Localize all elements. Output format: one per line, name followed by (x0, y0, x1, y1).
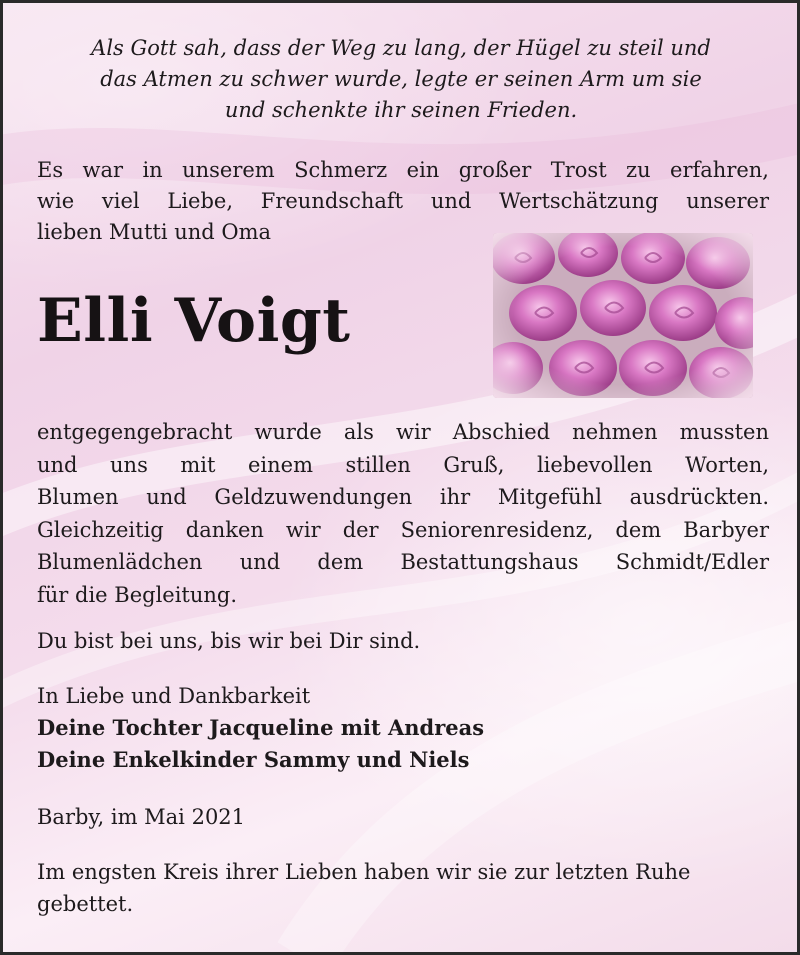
thanks-line: und uns mit einem stillen Gruß, liebevollen Worten, (37, 452, 769, 477)
burial-note (37, 856, 690, 920)
farewell-quote: Du bist bei uns, bis wir bei Dir sind. (37, 629, 421, 653)
thanks-line: entgegengebracht wurde als wir Abschied nehmen mussten (37, 420, 769, 444)
intro-line: Es war in unserem Schmerz ein großer Trost zu erfahren, (37, 158, 769, 182)
motto-line: das Atmen zu schwer wurde, legte er seinen Arm um sie (100, 67, 702, 91)
intro-line: lieben Mutti und Oma (37, 220, 272, 244)
family-grandchildren: Deine Enkelkinder Sammy und Niels (37, 747, 470, 772)
thanks-paragraph (37, 416, 769, 611)
signoff (37, 680, 484, 776)
family-daughter: Deine Tochter Jacqueline mit Andreas (37, 715, 485, 740)
motto-verse (33, 33, 769, 126)
thanks-line: Blumenlädchen und dem Bestattungshaus Schmidt/Edler (37, 550, 769, 574)
deceased-name: Elli Voigt (37, 286, 351, 356)
burial-line: Im engsten Kreis ihrer Lieben haben wir sie zur letzten Ruhe (37, 860, 691, 884)
place-date: Barby, im Mai 2021 (37, 805, 246, 829)
signoff-intro: In Liebe und Dankbarkeit (37, 684, 311, 708)
pink-roses-image (493, 233, 753, 398)
motto-line: und schenkte ihr seinen Frieden. (224, 98, 578, 122)
intro-line: wie viel Liebe, Freundschaft und Wertschätzung unserer (37, 189, 769, 213)
motto-line: Als Gott sah, dass der Weg zu lang, der Hügel zu steil und (91, 36, 711, 60)
thanks-line: für die Begleitung. (37, 582, 238, 607)
thanks-line: Blumen und Geldzuwendungen ihr Mitgefühl ausdrückten. (37, 485, 769, 509)
thanks-line: Gleichzeitig danken wir der Seniorenresidenz, dem Barbyer (37, 517, 769, 542)
burial-line: gebettet. (37, 892, 134, 916)
